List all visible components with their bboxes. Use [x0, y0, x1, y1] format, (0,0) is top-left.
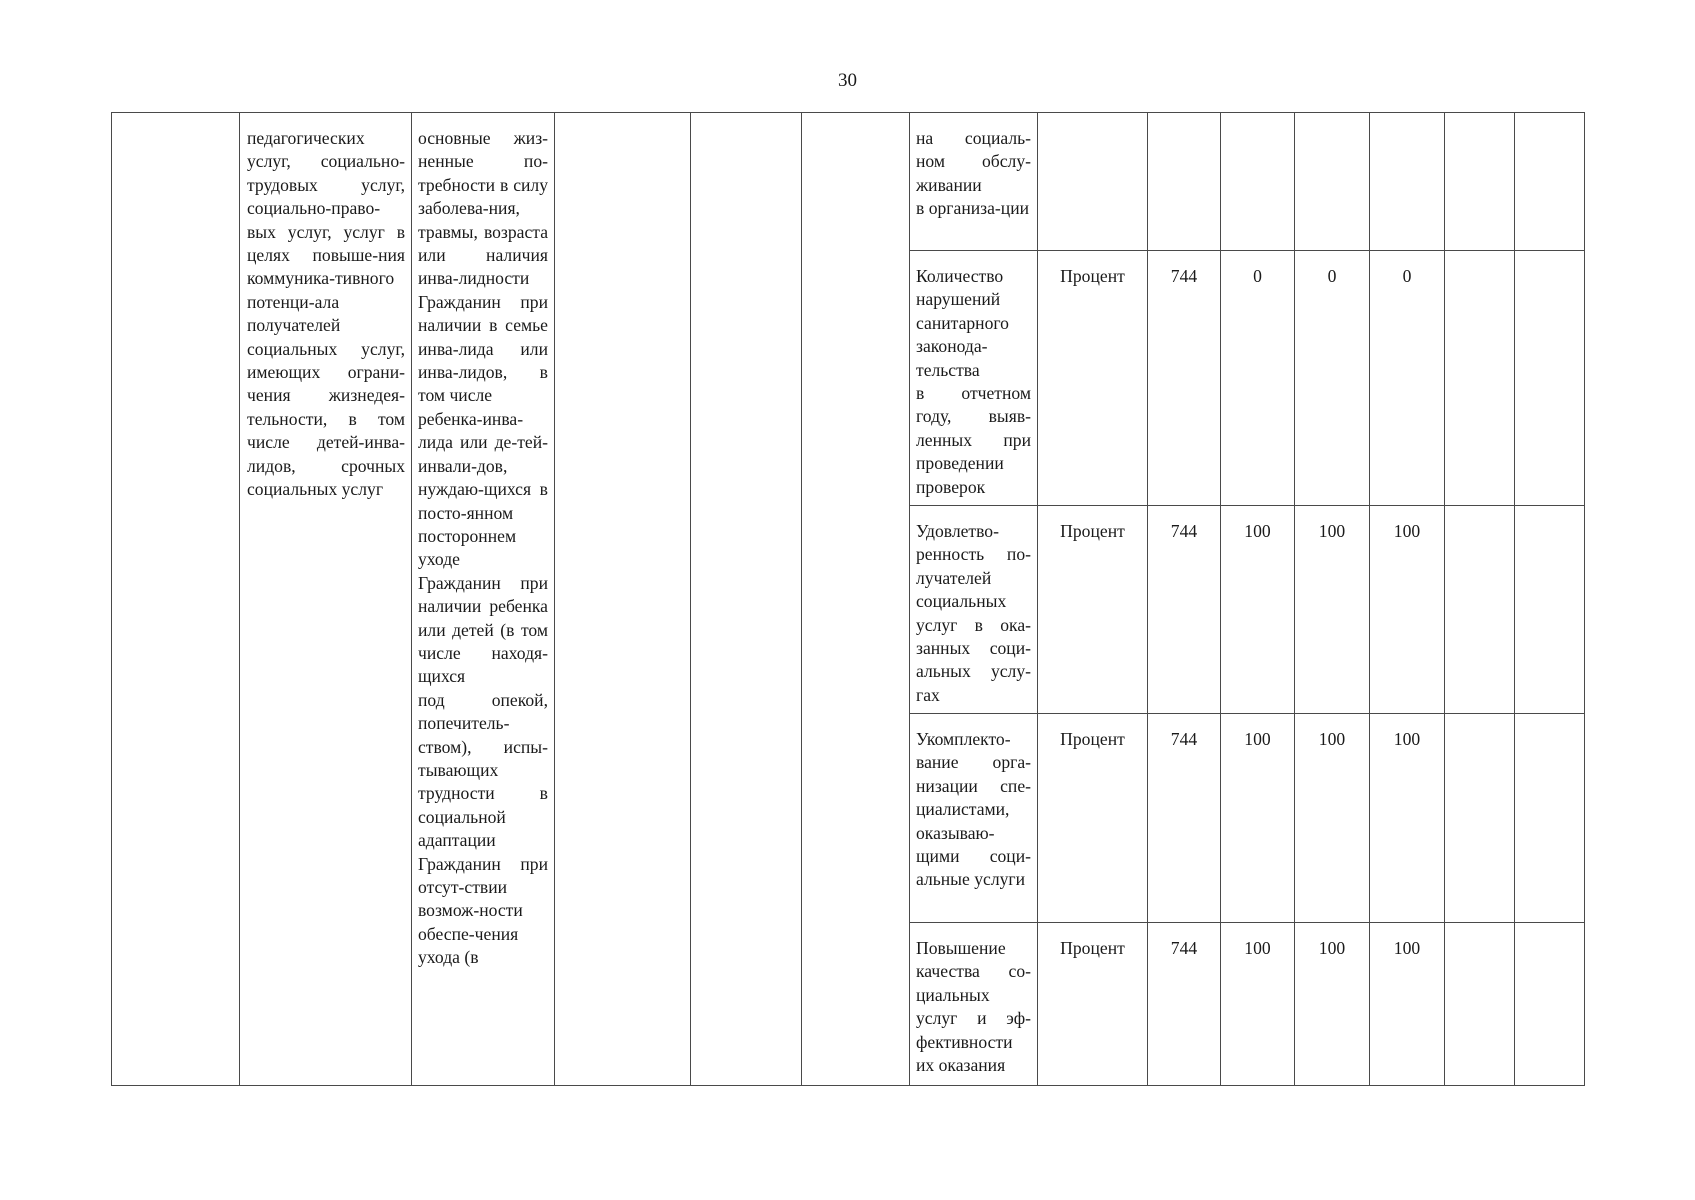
indicator-value — [1221, 113, 1294, 127]
recipient-categories-text: основные жиз-ненные по-требности в силу заболева-ния, травмы, возраста или наличия инва-лидности Гражданин при наличии в семье инва-лида или инва-лидов, в том числе ребенка-инва-лида или де-тей-инвали-дов, нуждаю-щихся в посто-янном постороннем уходе Гражданин при наличии ребенка или детей (в том числе находя-щихся под опекой, попечитель-ством), испы-тывающих трудности в социальной адаптации Гражданин при отсут-ствии возмож-ности обеспе-чения ухода (в — [418, 128, 548, 968]
indicator-value: 100 — [1393, 729, 1421, 749]
indicator-value-cell — [1370, 923, 1445, 1086]
indicator-okei-code — [1148, 113, 1220, 127]
indicator-value-cell — [1221, 923, 1295, 1086]
indicator-value: 100 — [1244, 729, 1271, 749]
indicator-value: 0 — [1327, 266, 1337, 286]
indicator-name: на социаль-ном обслу-живании в организа-ции — [916, 128, 1031, 219]
indicator-value-cell — [1370, 506, 1445, 714]
indicator-name-cell — [910, 251, 1038, 506]
indicator-unit-cell — [1038, 251, 1148, 506]
deviation-cell — [1445, 251, 1515, 506]
indicator-okei-code: 744 — [1170, 266, 1198, 286]
indicator-name-cell — [910, 923, 1038, 1086]
indicator-okei-code: 744 — [1170, 729, 1198, 749]
indicator-name: Количество нарушений санитарного законода-тельства в отчетном году, выяв-ленных при проведении проверок — [916, 266, 1031, 497]
indicator-value-cell — [1295, 251, 1370, 506]
indicator-unit: Процент — [1060, 521, 1125, 541]
indicator-value: 0 — [1402, 266, 1412, 286]
indicator-value-cell — [1370, 113, 1445, 251]
indicator-value — [1295, 113, 1369, 127]
indicator-name: Удовлетво-ренность по-лучателей социальных услуг в ока-занных соци-альных услу-гах — [916, 521, 1031, 705]
indicator-value-cell — [1295, 923, 1370, 1086]
indicator-unit-cell — [1038, 714, 1148, 923]
deviation-cell — [1515, 714, 1585, 923]
indicator-code-cell — [1148, 923, 1221, 1086]
indicator-unit-cell — [1038, 506, 1148, 714]
indicator-value: 100 — [1244, 521, 1271, 541]
indicator-value-cell — [1221, 714, 1295, 923]
recipient-categories-cell — [412, 113, 555, 1086]
deviation-cell — [1445, 506, 1515, 714]
indicator-value-cell — [1370, 251, 1445, 506]
indicator-unit-cell — [1038, 923, 1148, 1086]
indicator-code-cell — [1148, 714, 1221, 923]
table-row — [112, 113, 1585, 251]
page-number: 30 — [838, 70, 857, 91]
indicator-unit: Процент — [1060, 729, 1125, 749]
service-description-text: педагогических услуг, социально-трудовых услуг, социально-право-вых услуг, услуг в целях повыше-ния коммуника-тивного потенци-ала получателей социальных услуг, имеющих ограни-чения жизнедея-тельности, в том числе детей-инва-лидов, срочных социальных услуг — [247, 128, 405, 500]
registry-number-cell — [112, 113, 240, 1086]
indicator-unit: Процент — [1060, 266, 1125, 286]
indicator-value: 100 — [1318, 938, 1346, 958]
deviation-cell — [1515, 113, 1585, 251]
indicator-value-cell — [1221, 251, 1295, 506]
indicator-value: 100 — [1318, 729, 1346, 749]
deviation-cell — [1515, 506, 1585, 714]
deviation-cell — [1515, 251, 1585, 506]
indicator-value-cell — [1221, 113, 1295, 251]
indicator-value-cell — [1295, 506, 1370, 714]
indicator-unit-cell — [1038, 113, 1148, 251]
state-task-table — [111, 112, 1585, 1086]
indicator-value — [1370, 113, 1444, 127]
indicator-code-cell — [1148, 113, 1221, 251]
indicator-name-cell — [910, 113, 1038, 251]
indicator-value-cell — [1221, 506, 1295, 714]
indicator-okei-code: 744 — [1170, 521, 1198, 541]
deviation-cell — [1515, 923, 1585, 1086]
indicator-code-cell — [1148, 251, 1221, 506]
indicator-name: Повышение качества со-циальных услуг и эф-фективности их оказания — [916, 938, 1031, 1076]
indicator-value: 100 — [1244, 938, 1271, 958]
indicator-value-cell — [1370, 714, 1445, 923]
indicator-unit — [1038, 113, 1147, 127]
content-cell-1 — [555, 113, 691, 1086]
indicator-value-cell — [1295, 113, 1370, 251]
conditions-cell — [802, 113, 910, 1086]
indicator-value: 0 — [1253, 266, 1262, 286]
content-cell-2 — [691, 113, 802, 1086]
deviation-cell — [1445, 113, 1515, 251]
indicator-name-cell — [910, 714, 1038, 923]
indicator-code-cell — [1148, 506, 1221, 714]
deviation-cell — [1445, 923, 1515, 1086]
service-description-cell — [240, 113, 412, 1086]
indicator-value: 100 — [1393, 521, 1421, 541]
indicator-value-cell — [1295, 714, 1370, 923]
indicator-name: Укомплекто-вание орга-низации спе-циалистами, оказываю-щими соци-альные услуги — [916, 729, 1031, 890]
indicator-value: 100 — [1318, 521, 1346, 541]
indicator-unit: Процент — [1060, 938, 1125, 958]
indicator-okei-code: 744 — [1170, 938, 1198, 958]
deviation-cell — [1445, 714, 1515, 923]
indicator-name-cell — [910, 506, 1038, 714]
indicator-value: 100 — [1393, 938, 1421, 958]
